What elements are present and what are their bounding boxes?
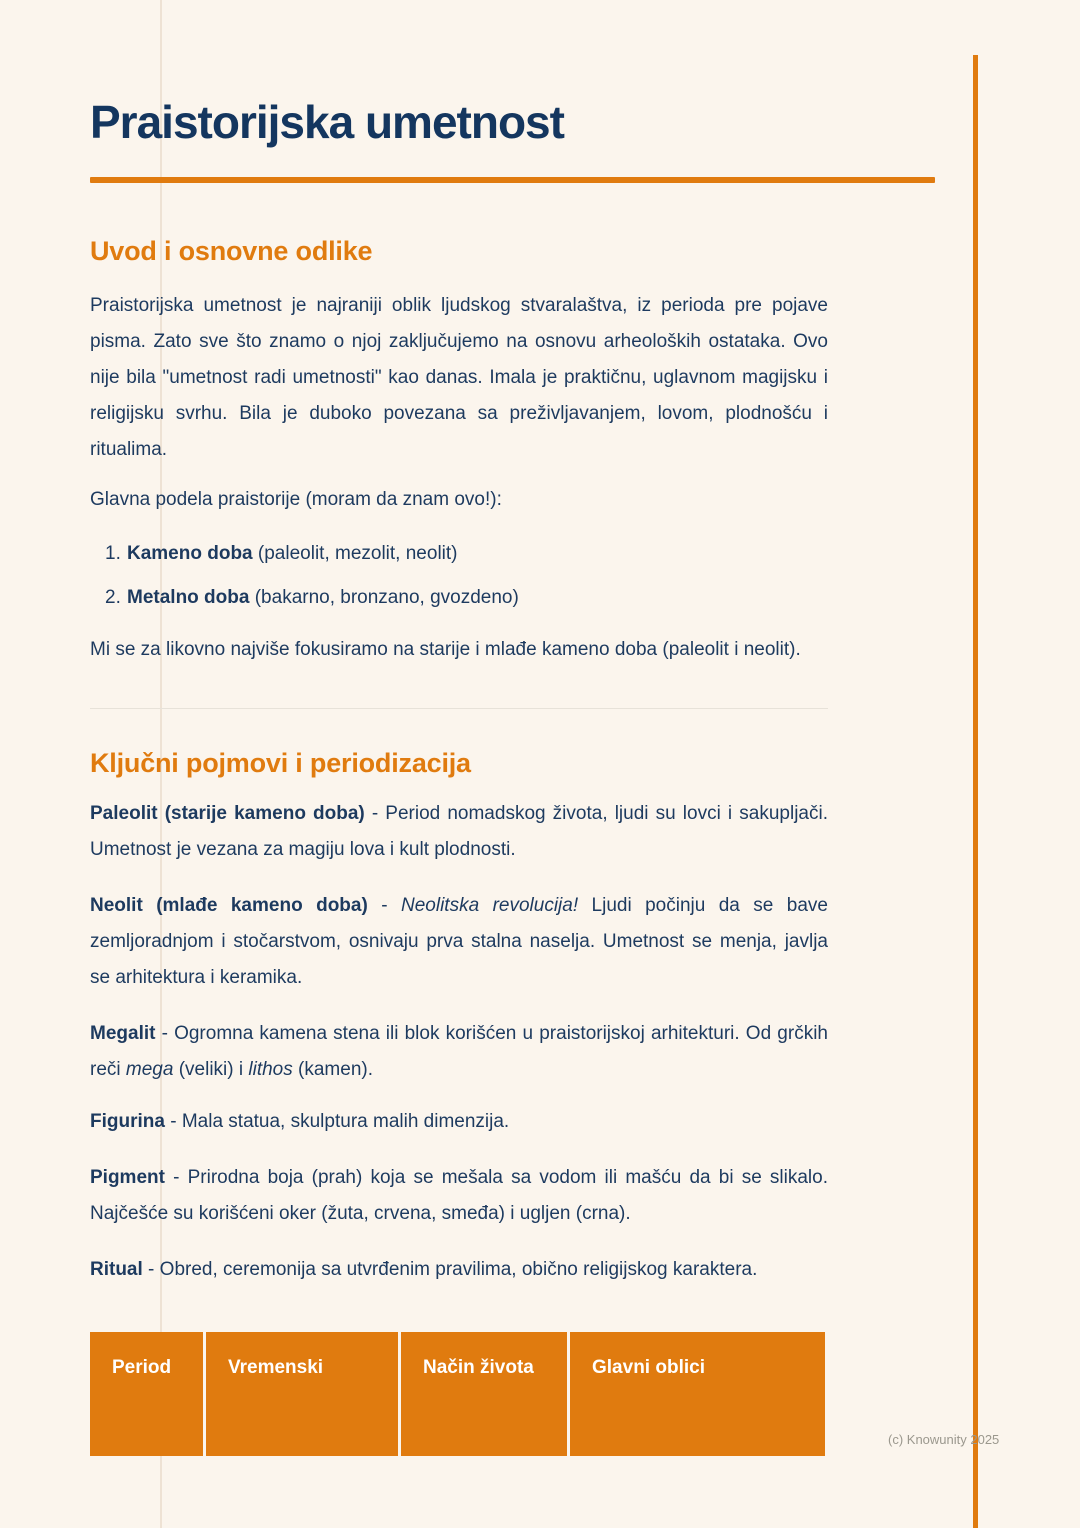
list-item-text: Metalno doba (bakarno, bronzano, gvozdeno) — [127, 587, 519, 608]
podela-numbered-list — [90, 536, 828, 616]
section-terms — [90, 747, 828, 1288]
list-item-number: 2. — [105, 587, 121, 608]
definition-neolit: Neolit (mlađe kameno doba) - Neolitska revolucija! Ljudi počinju da se bave zemljoradnjom i stočarstvom, osnivaju prva stalna naselja. Umetnost se menja, javlja se arhitektura i keramika. — [90, 895, 828, 988]
list-item-number: 1. — [105, 543, 121, 564]
page-title: Praistorijska umetnost — [90, 96, 564, 148]
list-item-text: Kameno doba (paleolit, mezolit, neolit) — [127, 543, 458, 564]
footer-credit: (c) Knowunity 2025 — [888, 1432, 1000, 1447]
definition-paleolit: Paleolit (starije kameno doba) - Period nomadskog života, ljudi su lovci i sakupljači. Umetnost je vezana za magiju lova i kult plodnosti. — [90, 803, 828, 860]
title-underline — [90, 177, 935, 183]
list-item-metalno-doba — [90, 580, 828, 616]
section-heading-terms: Ključni pojmovi i periodizacija — [90, 748, 471, 778]
definition-ritual: Ritual - Obred, ceremonija sa utvrđenim pravilima, obično religijskog karaktera. — [90, 1259, 758, 1280]
section-intro — [90, 235, 828, 668]
table-header-nacin-zivota: Način života — [401, 1332, 567, 1456]
table-header-vremenski: Vremenski — [206, 1332, 398, 1456]
definition-pigment: Pigment - Prirodna boja (prah) koja se mešala sa vodom ili mašću da bi se slikalo. Najčešće su korišćeni oker (žuta, crvena, smeđa) i ugljen (crna). — [90, 1167, 828, 1224]
podela-lead-paragraph: Glavna podela praistorije (moram da znam ovo!): — [90, 489, 502, 510]
definition-figurina: Figurina - Mala statua, skulptura malih dimenzija. — [90, 1111, 510, 1132]
table-header-glavni-oblici: Glavni oblici — [570, 1332, 825, 1456]
intro-paragraph: Praistorijska umetnost je najraniji oblik ljudskog stvaralaštva, iz perioda pre pojave pisma. Zato sve što znamo o njoj zaključujemo na osnovu arheoloških ostataka. Ovo nije bila "umetnost radi umetnosti" kao danas. Imala je praktičnu, uglavnom magijsku i religijsku svrhu. Bila je duboko povezana sa preživljavanjem, lovom, plodnošću i ritualima. — [90, 295, 828, 460]
list-item-kameno-doba — [90, 536, 828, 572]
right-accent-line — [973, 55, 978, 1528]
table-header-period: Period — [90, 1332, 203, 1456]
document-content — [90, 0, 828, 1456]
definition-megalit: Megalit - Ogromna kamena stena ili blok korišćen u praistorijskoj arhitekturi. Od grčkih reči mega (veliki) i lithos (kamen). — [90, 1023, 828, 1080]
periodization-table — [90, 1332, 828, 1456]
section-divider — [90, 708, 828, 709]
section-heading-intro: Uvod i osnovne odlike — [90, 236, 373, 266]
focus-paragraph: Mi se za likovno najviše fokusiramo na starije i mlađe kameno doba (paleolit i neolit). — [90, 639, 801, 660]
